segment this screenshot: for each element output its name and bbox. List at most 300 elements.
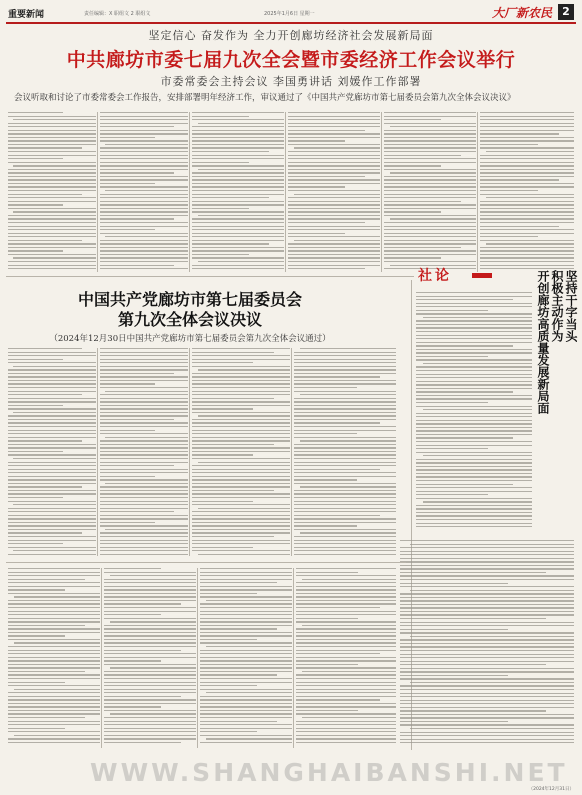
text-line — [104, 742, 181, 743]
text-line — [400, 597, 574, 598]
text-line — [100, 243, 188, 244]
text-line — [192, 550, 290, 551]
text-line — [104, 735, 196, 736]
text-line — [200, 703, 292, 704]
text-line — [384, 123, 476, 124]
text-line — [288, 261, 380, 262]
text-line — [100, 172, 174, 173]
text-line — [400, 707, 574, 708]
text-line — [192, 144, 284, 145]
text-line — [296, 635, 396, 636]
text-line — [294, 476, 396, 477]
text-line — [100, 147, 188, 148]
text-line — [104, 657, 196, 658]
text-line — [296, 728, 396, 729]
text-line — [8, 703, 100, 704]
text-line — [288, 123, 380, 124]
text-line — [294, 462, 396, 463]
text-line — [104, 600, 196, 601]
text-line — [8, 172, 96, 173]
text-line — [480, 218, 574, 219]
text-line — [384, 112, 476, 113]
text-line — [480, 169, 574, 170]
text-line — [480, 226, 559, 227]
text-line — [288, 208, 380, 209]
text-line — [400, 689, 574, 690]
text-line — [8, 706, 100, 707]
text-line — [400, 629, 508, 630]
text-line — [104, 618, 196, 619]
text-line — [416, 327, 532, 328]
text-line — [296, 664, 358, 665]
lower-article-col-1 — [8, 568, 100, 748]
text-line — [8, 611, 100, 612]
text-line — [8, 398, 96, 399]
text-line — [100, 401, 188, 402]
text-line — [192, 137, 284, 138]
text-line — [416, 402, 488, 403]
text-line — [400, 732, 574, 733]
text-line — [294, 408, 396, 409]
text-line — [300, 394, 396, 395]
text-line — [400, 558, 574, 559]
lead-article-col-4 — [288, 112, 380, 274]
text-line — [288, 190, 380, 191]
text-line — [416, 473, 532, 474]
text-line — [302, 625, 396, 626]
text-line — [294, 362, 396, 363]
editorial-body-bottom — [400, 540, 574, 748]
text-line — [8, 201, 96, 202]
text-line — [8, 639, 100, 640]
text-line — [296, 572, 358, 573]
text-line — [400, 554, 574, 555]
column-rule — [285, 112, 286, 272]
text-line — [400, 654, 574, 655]
text-line — [192, 362, 253, 363]
text-line — [100, 130, 188, 131]
text-line — [200, 731, 257, 732]
text-line — [423, 455, 532, 456]
text-line — [200, 706, 292, 707]
text-line — [480, 126, 574, 127]
text-line — [105, 236, 188, 237]
text-line — [480, 236, 538, 237]
text-line — [104, 671, 196, 672]
text-line — [480, 133, 559, 134]
text-line — [100, 458, 188, 459]
text-line — [192, 176, 284, 177]
text-line — [8, 586, 100, 587]
text-line — [8, 440, 82, 441]
text-line — [296, 621, 396, 622]
text-line — [192, 380, 290, 381]
text-line — [192, 116, 249, 117]
text-line — [100, 511, 174, 512]
text-line — [480, 172, 574, 173]
text-line — [8, 724, 100, 725]
text-line — [416, 366, 532, 367]
text-line — [8, 208, 96, 209]
text-line — [8, 415, 96, 416]
text-line — [192, 126, 284, 127]
text-line — [200, 713, 292, 714]
text-line — [480, 140, 574, 141]
text-line — [8, 568, 100, 569]
text-line — [8, 653, 100, 654]
text-line — [416, 310, 488, 311]
text-line — [8, 657, 100, 658]
text-line — [192, 119, 284, 120]
text-line — [198, 369, 290, 370]
text-line — [192, 479, 290, 480]
text-line — [100, 419, 174, 420]
text-line — [100, 550, 188, 551]
text-line — [104, 614, 161, 615]
text-line — [8, 699, 100, 700]
text-line — [100, 204, 188, 205]
text-line — [104, 738, 196, 739]
text-line — [100, 119, 188, 120]
column-rule — [477, 112, 478, 272]
text-line — [480, 162, 574, 163]
text-line — [100, 515, 188, 516]
text-line — [192, 437, 290, 438]
text-line — [192, 183, 284, 184]
text-line — [8, 408, 96, 409]
text-line — [480, 229, 574, 230]
text-line — [400, 572, 546, 573]
text-line — [8, 593, 100, 594]
text-line — [296, 657, 396, 658]
text-line — [8, 493, 96, 494]
text-line — [288, 236, 380, 237]
text-line — [8, 696, 100, 697]
text-line — [8, 359, 63, 360]
text-line — [296, 646, 396, 647]
text-line — [416, 370, 532, 371]
text-line — [296, 575, 396, 576]
text-line — [416, 484, 513, 485]
text-line — [384, 130, 476, 131]
text-line — [416, 459, 532, 460]
text-line — [100, 486, 188, 487]
text-line — [296, 742, 396, 743]
text-line — [100, 155, 188, 156]
text-line — [104, 728, 196, 729]
text-line — [416, 324, 532, 325]
text-line — [384, 194, 476, 195]
text-line — [400, 639, 574, 640]
text-line — [100, 112, 188, 113]
text-line — [294, 412, 396, 413]
text-line — [192, 465, 290, 466]
text-line — [8, 674, 100, 675]
text-line — [8, 268, 96, 269]
text-line — [192, 229, 284, 230]
text-line — [8, 721, 100, 722]
text-line — [384, 229, 476, 230]
text-line — [294, 373, 396, 374]
text-line — [192, 486, 290, 487]
text-line — [288, 250, 380, 251]
text-line — [8, 529, 96, 530]
masthead-logo: 大厂新农民 — [491, 6, 552, 20]
text-line — [100, 476, 155, 477]
text-line — [8, 222, 96, 223]
text-line — [192, 458, 290, 459]
text-line — [296, 724, 396, 725]
text-line — [416, 487, 532, 488]
text-line — [296, 696, 396, 697]
text-line — [416, 296, 532, 297]
text-line — [8, 522, 96, 523]
text-line — [400, 661, 574, 662]
text-line — [110, 621, 196, 622]
text-line — [8, 582, 100, 583]
text-line — [192, 493, 290, 494]
text-line — [416, 494, 488, 495]
text-line — [100, 490, 188, 491]
text-line — [8, 536, 96, 537]
text-line — [192, 355, 290, 356]
text-line — [8, 664, 100, 665]
text-line — [104, 625, 196, 626]
text-line — [8, 265, 96, 266]
text-line — [400, 664, 546, 665]
text-line — [8, 226, 96, 227]
text-line — [423, 317, 532, 318]
text-line — [8, 179, 96, 180]
text-line — [384, 247, 461, 248]
text-line — [296, 678, 396, 679]
text-line — [294, 508, 396, 509]
text-line — [8, 383, 96, 384]
text-line — [400, 646, 574, 647]
text-line — [400, 600, 574, 601]
text-line — [480, 201, 574, 202]
text-line — [400, 593, 574, 594]
lead-headline: 中共廊坊市委七届九次全会暨市委经济工作会议举行 — [66, 49, 516, 71]
editorial-title-col-1: 坚持干字当头 — [564, 270, 578, 342]
text-line — [192, 268, 284, 269]
text-line — [410, 682, 574, 683]
text-line — [105, 437, 188, 438]
text-line — [100, 508, 188, 509]
text-line — [294, 518, 396, 519]
editorial-title-col-2: 积极主动作为 — [550, 270, 564, 342]
text-line — [8, 650, 100, 651]
text-line — [100, 398, 188, 399]
text-line — [400, 586, 574, 587]
text-line — [100, 479, 188, 480]
text-line — [288, 201, 380, 202]
text-line — [8, 572, 100, 573]
text-line — [480, 194, 574, 195]
text-line — [8, 682, 65, 683]
text-line — [296, 721, 396, 722]
text-line — [192, 226, 284, 227]
text-line — [400, 540, 574, 541]
text-line — [480, 233, 574, 234]
text-line — [400, 607, 574, 608]
text-line — [384, 183, 476, 184]
text-line — [8, 254, 96, 255]
text-line — [200, 575, 292, 576]
text-line — [192, 472, 290, 473]
text-line — [296, 650, 396, 651]
text-line — [192, 518, 290, 519]
text-line — [296, 642, 396, 643]
text-line — [294, 525, 357, 526]
text-line — [8, 678, 100, 679]
text-line — [302, 579, 396, 580]
text-line — [200, 635, 292, 636]
text-line — [100, 522, 155, 523]
text-line — [8, 236, 96, 237]
text-line — [288, 165, 380, 166]
text-line — [13, 257, 96, 258]
text-line — [416, 437, 513, 438]
text-line — [100, 257, 188, 258]
text-line — [8, 444, 96, 445]
text-line — [8, 532, 82, 533]
text-line — [8, 515, 96, 516]
text-line — [13, 504, 96, 505]
text-line — [288, 268, 365, 269]
text-line — [100, 137, 155, 138]
text-line — [296, 689, 396, 690]
text-line — [384, 158, 476, 159]
text-line — [105, 529, 188, 530]
text-line — [288, 183, 380, 184]
text-line — [192, 398, 274, 399]
text-line — [192, 476, 290, 477]
text-line — [100, 215, 188, 216]
text-line — [416, 374, 532, 375]
text-line — [384, 186, 476, 187]
text-line — [104, 607, 196, 608]
text-line — [104, 593, 196, 594]
text-line — [294, 483, 396, 484]
text-line — [198, 261, 284, 262]
text-line — [8, 469, 96, 470]
text-line — [8, 525, 96, 526]
text-line — [100, 176, 188, 177]
text-line — [192, 186, 284, 187]
text-line — [288, 144, 380, 145]
text-line — [200, 742, 292, 743]
text-line — [8, 437, 96, 438]
text-line — [480, 147, 574, 148]
text-line — [100, 240, 188, 241]
text-line — [13, 119, 96, 120]
section-name: 重要新闻 — [8, 10, 45, 20]
text-line — [384, 254, 476, 255]
text-line — [200, 582, 277, 583]
text-line — [8, 472, 96, 473]
text-line — [200, 628, 277, 629]
text-line — [480, 116, 574, 117]
text-line — [294, 147, 380, 148]
text-line — [192, 265, 284, 266]
text-line — [296, 692, 396, 693]
text-line — [294, 194, 380, 195]
text-line — [8, 144, 96, 145]
text-line — [192, 236, 284, 237]
text-line — [8, 430, 96, 431]
text-line — [104, 731, 196, 732]
text-line — [294, 369, 396, 370]
text-line — [13, 458, 96, 459]
text-line — [8, 130, 96, 131]
text-line — [400, 675, 508, 676]
text-line — [296, 735, 396, 736]
text-line — [416, 342, 532, 343]
text-line — [104, 572, 196, 573]
text-line — [192, 172, 284, 173]
column-rule — [97, 112, 98, 272]
text-line — [416, 303, 532, 304]
lead-article-col-3 — [192, 112, 284, 274]
text-line — [192, 197, 269, 198]
text-line — [416, 345, 513, 346]
text-line — [198, 415, 290, 416]
text-line — [100, 133, 188, 134]
text-line — [104, 710, 196, 711]
text-line — [8, 625, 85, 626]
text-line — [100, 408, 188, 409]
text-line — [8, 137, 96, 138]
text-line — [8, 607, 100, 608]
text-line — [8, 511, 96, 512]
editorial-title — [536, 270, 578, 414]
text-line — [400, 671, 574, 672]
text-line — [100, 222, 188, 223]
text-line — [400, 696, 574, 697]
text-line — [294, 454, 396, 455]
text-line — [288, 186, 345, 187]
text-line — [104, 650, 181, 651]
text-line — [480, 257, 574, 258]
text-line — [192, 194, 284, 195]
text-line — [192, 454, 253, 455]
text-line — [100, 218, 174, 219]
text-line — [104, 664, 196, 665]
text-line — [200, 717, 292, 718]
text-line — [8, 540, 96, 541]
column-rule — [101, 568, 102, 748]
text-line — [100, 366, 188, 367]
text-line — [200, 586, 292, 587]
text-line — [294, 529, 396, 530]
text-line — [288, 215, 380, 216]
text-line — [294, 355, 396, 356]
text-line — [8, 348, 82, 349]
text-line — [206, 646, 292, 647]
text-line — [8, 204, 63, 205]
text-line — [416, 384, 532, 385]
text-line — [294, 497, 396, 498]
text-line — [416, 515, 532, 516]
text-line — [294, 391, 396, 392]
text-line — [192, 250, 284, 251]
text-line — [8, 671, 85, 672]
text-line — [400, 551, 574, 552]
lead-article-col-6 — [480, 112, 574, 274]
lower-article-col-3 — [200, 568, 292, 748]
text-line — [302, 717, 396, 718]
